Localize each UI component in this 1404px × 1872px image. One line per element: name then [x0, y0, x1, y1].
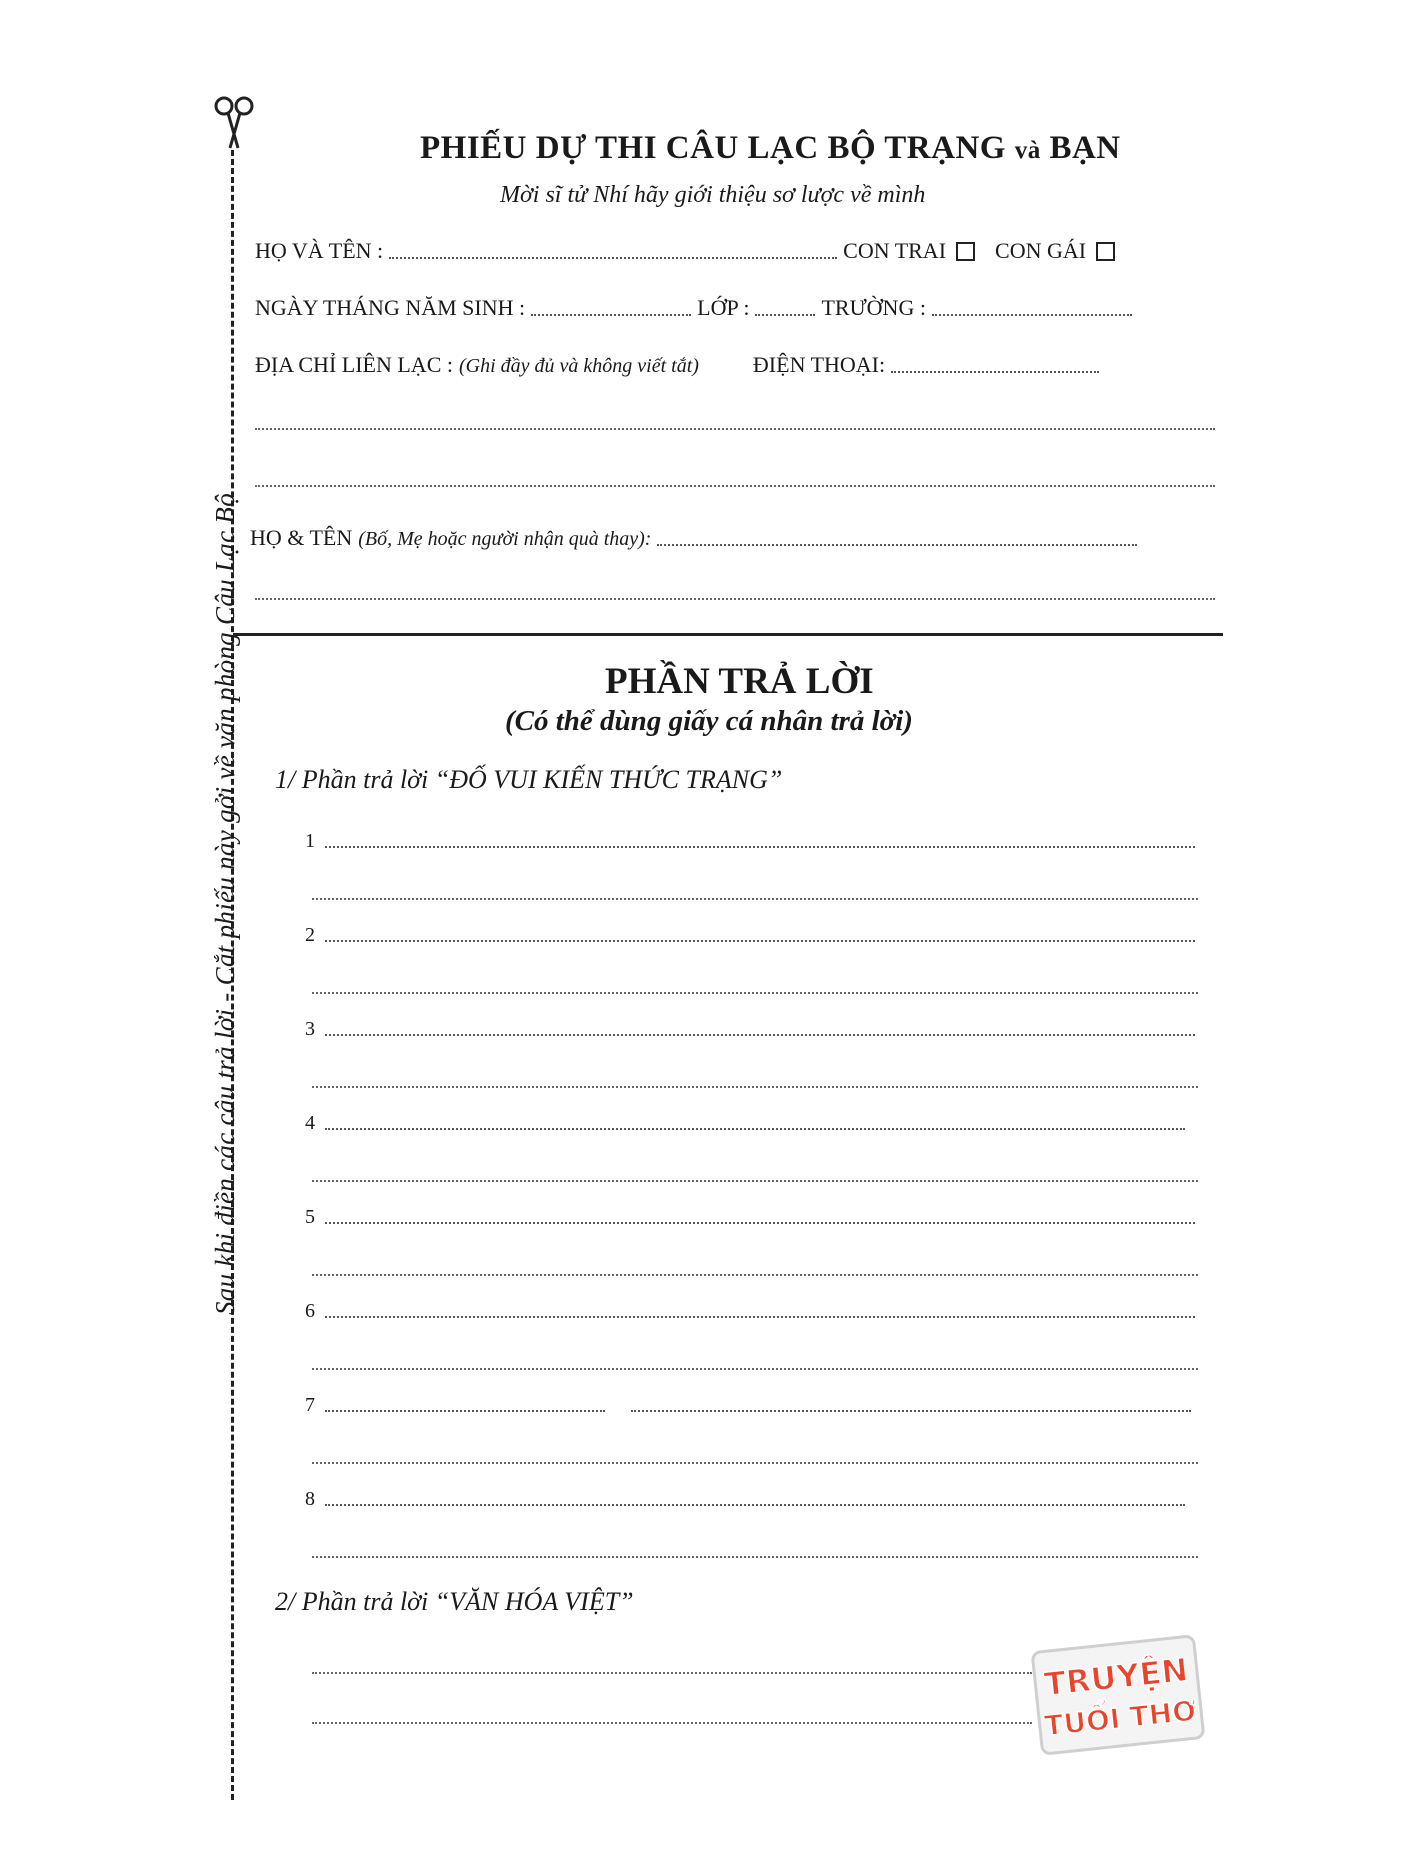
answer-number: 6: [305, 1300, 315, 1322]
answer-input-line[interactable]: [312, 898, 1198, 900]
address-label: ĐỊA CHỈ LIÊN LẠC :: [255, 352, 453, 377]
answer-input-line[interactable]: [325, 1410, 605, 1412]
answer-input-line[interactable]: [325, 1034, 1195, 1036]
answer-number: 1: [305, 830, 315, 852]
address-row: [255, 352, 1105, 378]
address-note: (Ghi đầy đủ và không viết tắt): [458, 355, 699, 377]
answer-input-line[interactable]: [312, 1086, 1198, 1088]
answer-number: 5: [305, 1206, 315, 1228]
boy-label: CON TRAI: [843, 238, 947, 263]
scissors-icon: [212, 92, 256, 152]
address-input-line[interactable]: [255, 485, 1215, 487]
answer-input-line[interactable]: [312, 1462, 1198, 1464]
answer-input-line[interactable]: [312, 1556, 1198, 1558]
parent-input-line[interactable]: [657, 544, 1137, 546]
side-instruction: Sau khi điền các câu trả lời - Cắt phiếu này gởi về văn phòng Câu Lạc Bộ: [210, 492, 240, 1315]
section-divider: [233, 633, 1223, 636]
answer-input-line[interactable]: [325, 1128, 1185, 1130]
class-input-line[interactable]: [755, 314, 815, 316]
answer-input-line[interactable]: [325, 1504, 1185, 1506]
phone-input-line[interactable]: [891, 371, 1099, 373]
school-label: TRƯỜNG :: [821, 295, 926, 320]
answer-row-1: [305, 830, 1201, 853]
parent-row: [250, 525, 1143, 551]
answer-number: 3: [305, 1018, 315, 1040]
dob-row: [255, 295, 1138, 321]
parent-note: (Bố, Mẹ hoặc người nhận quà thay):: [358, 528, 652, 550]
form-title-end: BẠN: [1049, 130, 1121, 166]
answer-input-line[interactable]: [631, 1410, 1191, 1412]
answer-row-5: [305, 1206, 1201, 1229]
answer-input-line[interactable]: [312, 1368, 1198, 1370]
logo-line1: TRUYỆN: [1042, 1650, 1190, 1704]
answer-row-4: [305, 1112, 1191, 1135]
class-label: LỚP :: [697, 295, 750, 320]
name-input-line[interactable]: [389, 257, 837, 259]
answer-row-7: [305, 1394, 1197, 1417]
dob-input-line[interactable]: [531, 314, 691, 316]
name-label: HỌ VÀ TÊN :: [255, 238, 384, 263]
answer-number: 2: [305, 924, 315, 946]
answer-input-line[interactable]: [312, 1722, 1032, 1724]
form-title-and: và: [1014, 137, 1041, 164]
school-input-line[interactable]: [932, 314, 1132, 316]
form-title-main: PHIẾU DỰ THI CÂU LẠC BỘ TRẠNG: [420, 130, 1006, 166]
section2-title: 2/ Phần trả lời “VĂN HÓA VIỆT”: [275, 1587, 634, 1616]
answer-input-line[interactable]: [312, 1672, 1032, 1674]
answers-subtitle: (Có thể dùng giấy cá nhân trả lời): [505, 705, 913, 737]
dob-label: NGÀY THÁNG NĂM SINH :: [255, 295, 526, 320]
answer-row-3: [305, 1018, 1201, 1041]
answer-input-line[interactable]: [325, 1316, 1195, 1318]
answer-row-8: [305, 1488, 1191, 1511]
form-title: [420, 130, 1121, 167]
girl-label: CON GÁI: [995, 238, 1087, 263]
answer-input-line[interactable]: [312, 1274, 1198, 1276]
name-row: [255, 238, 1115, 264]
answer-number: 7: [305, 1394, 315, 1416]
parent-label: HỌ & TÊN: [250, 525, 353, 550]
phone-label: ĐIỆN THOẠI:: [752, 352, 886, 377]
answer-input-line[interactable]: [325, 940, 1195, 942]
answer-input-line[interactable]: [312, 992, 1198, 994]
address-input-line[interactable]: [255, 428, 1215, 430]
section1-title: 1/ Phần trả lời “ĐỐ VUI KIẾN THỨC TRẠNG”: [275, 765, 783, 794]
answer-input-line[interactable]: [325, 1222, 1195, 1224]
truyen-tuoi-tho-logo: [1028, 1631, 1209, 1758]
answer-number: 8: [305, 1488, 315, 1510]
parent-input-line[interactable]: [255, 598, 1215, 600]
girl-checkbox[interactable]: [1096, 242, 1115, 261]
answers-title: PHẦN TRẢ LỜI: [605, 661, 874, 702]
answer-number: 4: [305, 1112, 315, 1134]
answer-input-line[interactable]: [325, 846, 1195, 848]
answer-input-line[interactable]: [312, 1180, 1198, 1182]
boy-checkbox[interactable]: [956, 242, 975, 261]
form-subtitle: Mời sĩ tử Nhí hãy giới thiệu sơ lược về mình: [500, 182, 926, 208]
answer-row-2: [305, 924, 1201, 947]
logo-line2: TUỔI THƠ: [1042, 1693, 1199, 1743]
answer-row-6: [305, 1300, 1201, 1323]
